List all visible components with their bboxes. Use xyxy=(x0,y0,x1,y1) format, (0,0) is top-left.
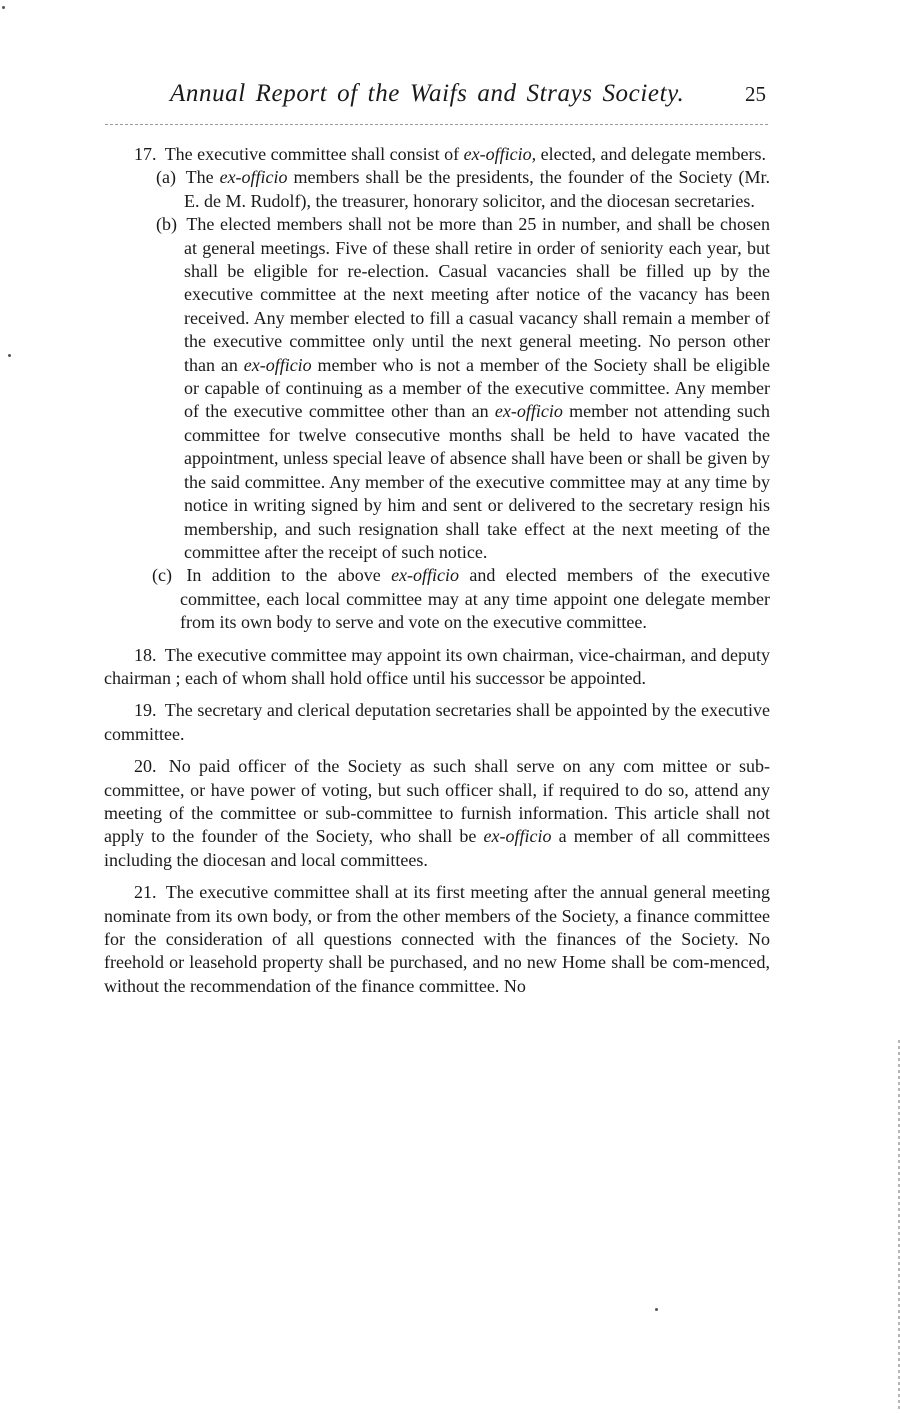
italic-term: ex-officio xyxy=(243,354,312,375)
clause-label: (c) xyxy=(152,565,172,586)
page-header xyxy=(170,78,770,122)
article-number: 20. xyxy=(134,756,157,777)
clause-17c xyxy=(104,564,770,634)
clause-label: (b) xyxy=(156,214,177,235)
article-text: The executive committee shall at its first meeting after the annual general meeting nominate from its own body, or from the other members of the Society, a finance committee for the consideration of all questions connected with the finances of the Society. No freehold or leasehold property shall be purchased, and no new Home shall be com-menced, without the recommendation of the finance committee. No xyxy=(104,882,770,996)
running-title: Annual Report of the Waifs and Strays Society. xyxy=(170,80,685,107)
print-speck xyxy=(2,6,5,9)
clause-text: In addition to the above xyxy=(186,565,392,586)
clause-label: (a) xyxy=(156,167,176,188)
italic-term: ex-officio xyxy=(494,401,563,422)
clause-text: The xyxy=(185,167,220,188)
article-text: elected, and delegate members. xyxy=(536,144,766,164)
clause-17a xyxy=(104,166,770,213)
body-text xyxy=(104,143,770,998)
article-text: The executive committee shall consist of xyxy=(164,144,464,164)
header-rule xyxy=(105,124,768,125)
italic-term: ex-officio, xyxy=(463,144,537,164)
article-number: 19. xyxy=(134,700,157,721)
clause-text: The elected members shall not be more than 25 in number, and shall be chosen at general meetings. Five of these shall retire in order of seniority each year, but shall be eligible for re-election. Casual vacancies shall be filled up by the executive committee at the next meeting after notice of the vacancy has been received. Any member elected to fill a casual vacancy shall remain a member of the executive committee only until the next general meeting. No person other than an xyxy=(184,214,770,375)
article-text: No paid officer of the Society as such shall serve on any com mittee or sub-committee, or have power of voting, but such officer shall, if required to do so, attend any meeting of the committee or sub-committee to furnish information. This article shall not apply to the founder of the Society, who shall be xyxy=(104,756,770,847)
article-20 xyxy=(104,755,770,872)
article-21 xyxy=(104,881,770,998)
article-17 xyxy=(104,143,770,166)
italic-term: ex-officio xyxy=(391,565,460,586)
italic-term: ex-officio xyxy=(483,826,552,847)
article-18 xyxy=(104,644,770,691)
clause-text: and elected members of the executive committee, each local committee may at any time appoint one delegate member from its own body to serve and vote on the executive committee. xyxy=(180,565,771,633)
clause-text: member not attending such committee for twelve consecutive months shall be held to have vacated the appointment, unless special leave of absence shall have been or shall be given by the said committee. Any member of the executive committee may at any time by notice in writing signed by him and sent or delivered to the secretary resign his membership, and such resignation shall take effect at the next meeting of the committee after the receipt of such notice. xyxy=(184,401,771,562)
article-19 xyxy=(104,699,770,746)
article-number: 18. xyxy=(134,644,157,665)
print-speck xyxy=(655,1308,658,1311)
article-text: a member of all committees including the diocesan and local committees. xyxy=(104,826,770,870)
article-number: 21. xyxy=(134,882,157,903)
article-number: 17. xyxy=(134,144,157,164)
clause-17b xyxy=(104,213,770,564)
page-number: 25 xyxy=(745,82,766,106)
clause-text: members shall be the presidents, the founder of the Society (Mr. E. de M. Rudolf), the treasurer, honorary solicitor, and the diocesan secretaries. xyxy=(184,167,770,211)
article-text: The executive committee may appoint its own chairman, vice-chairman, and deputy chairman ; each of whom shall hold office until his successor be appointed. xyxy=(104,644,770,688)
print-speck xyxy=(8,354,11,357)
italic-term: ex-officio xyxy=(219,167,288,188)
article-text: The secretary and clerical deputation secretaries shall be appointed by the executive committee. xyxy=(104,700,770,744)
clause-text: member who is not a member of the Society shall be eligible or capable of continuing as a member of the executive committee. Any member of the executive committee other than an xyxy=(184,354,770,422)
